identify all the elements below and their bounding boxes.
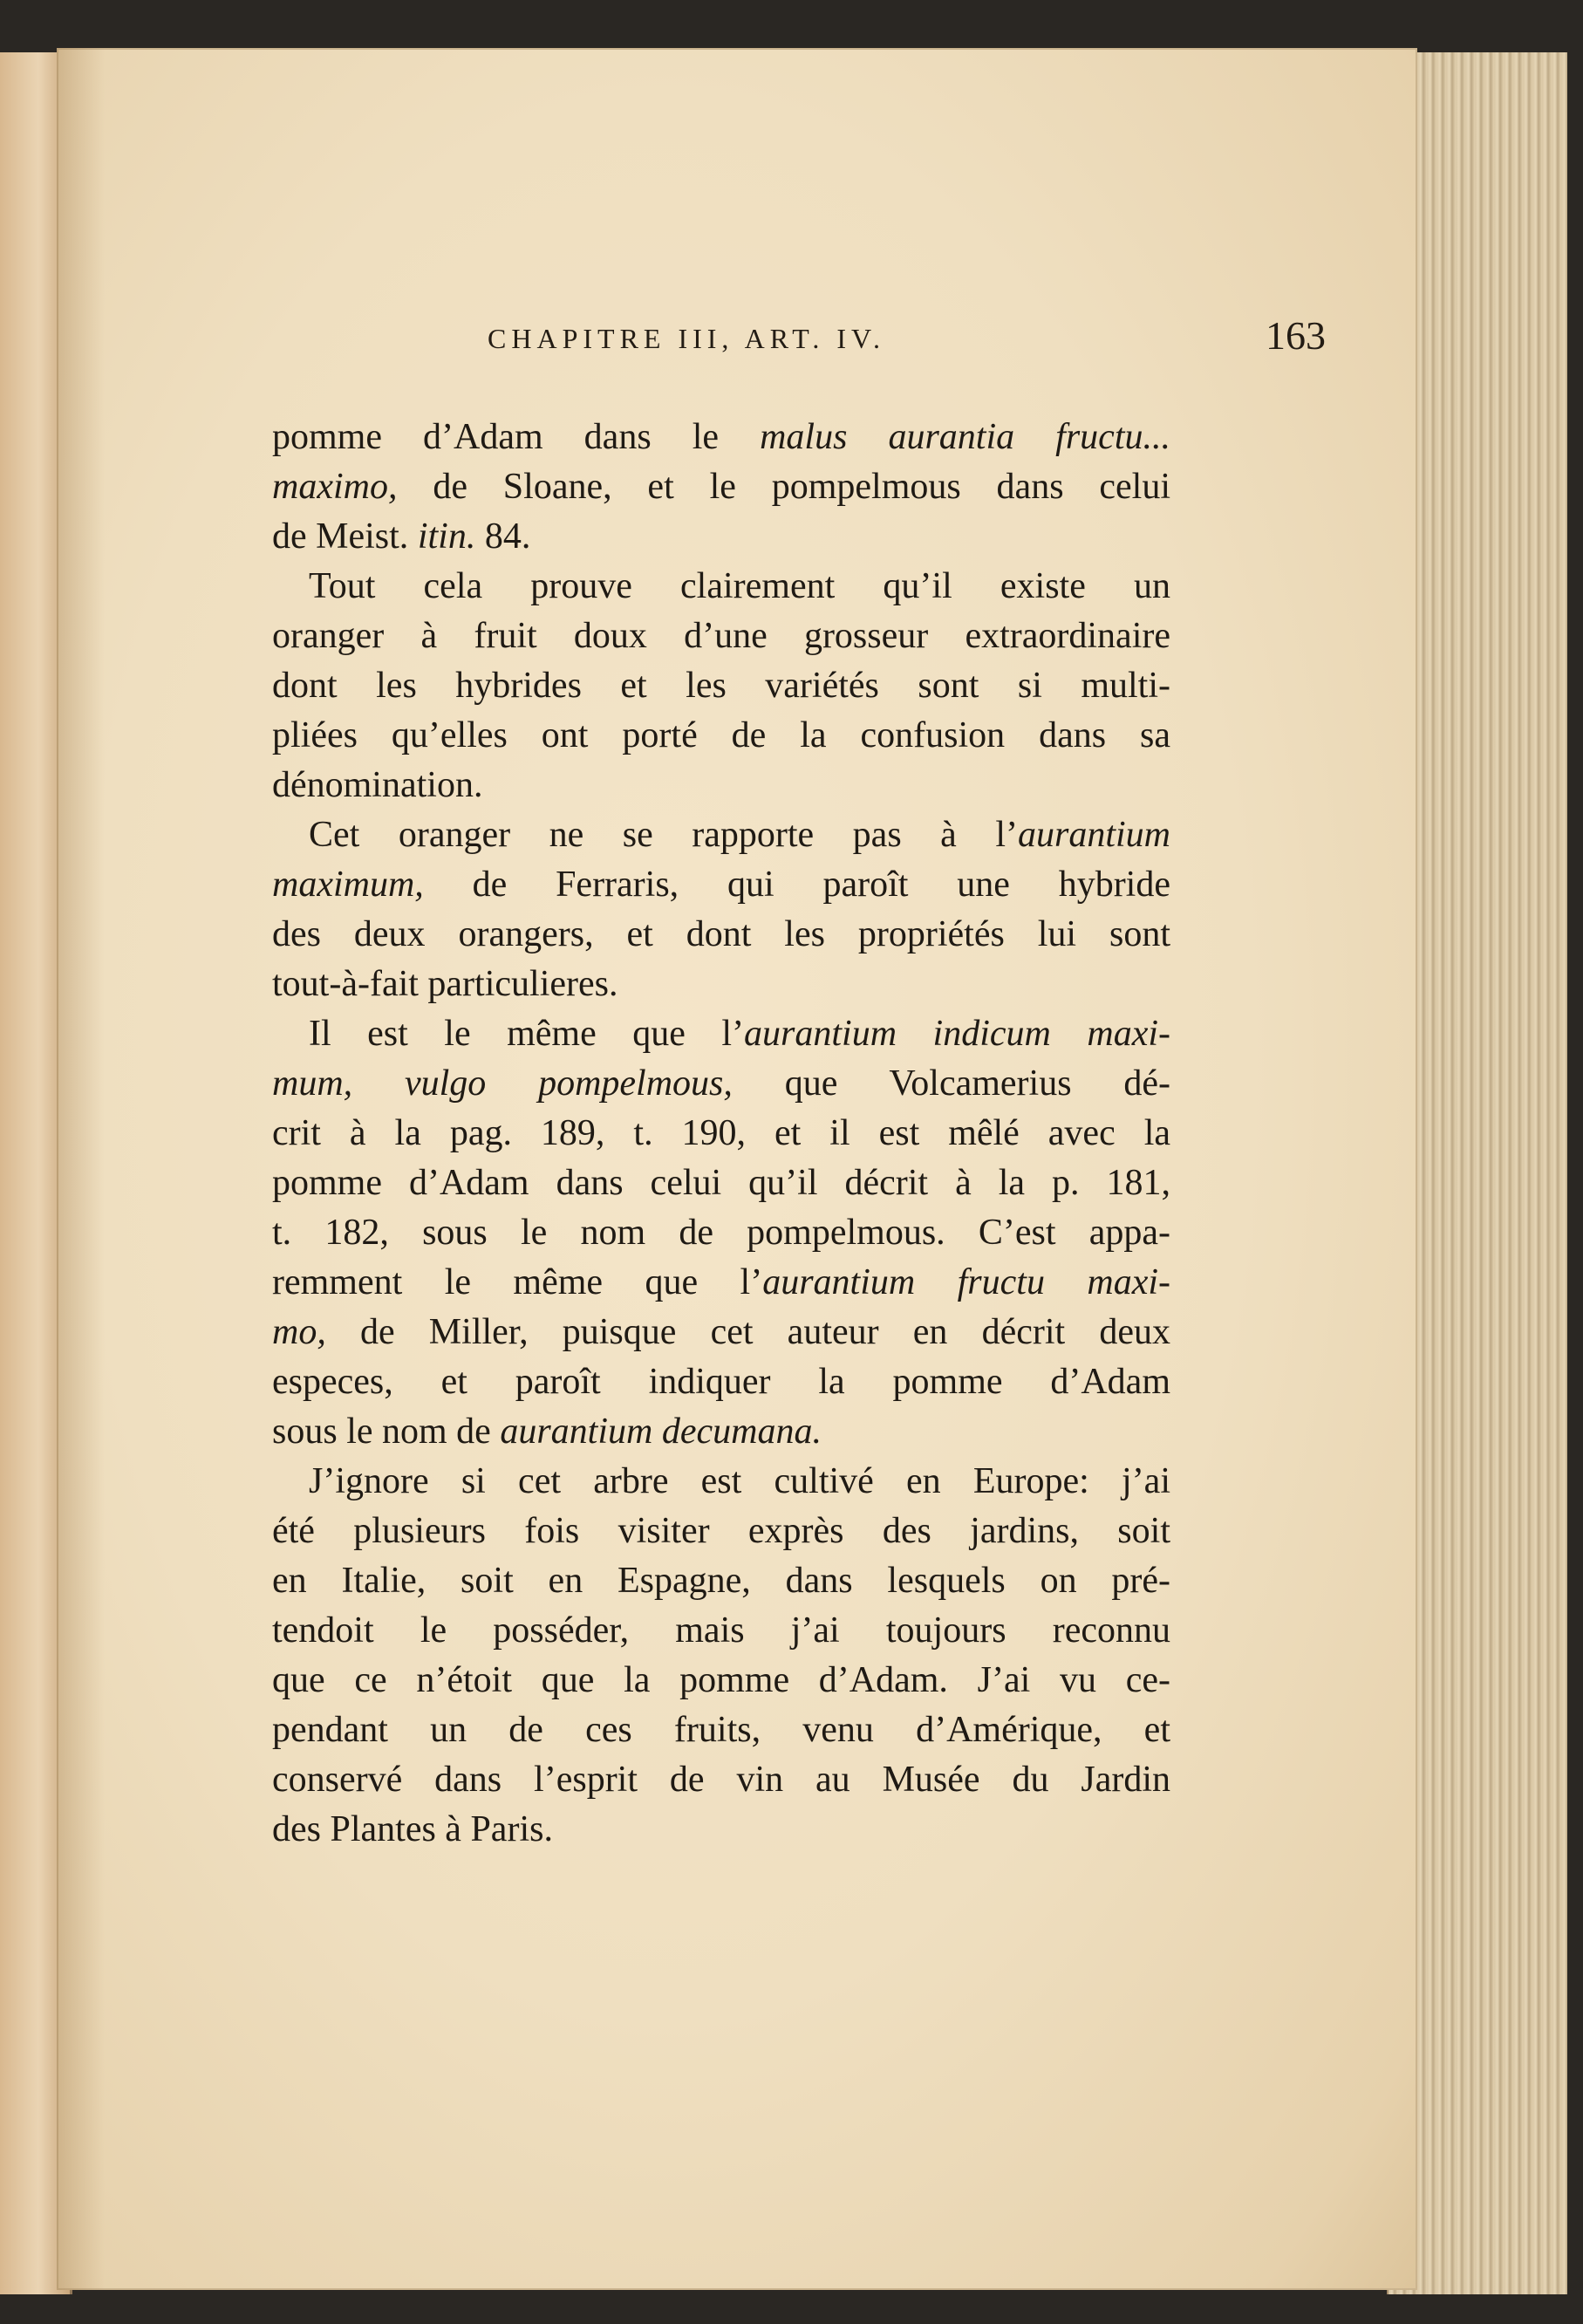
paragraph (272, 413, 1170, 562)
text-line (272, 1407, 1170, 1457)
text-line (272, 1308, 1170, 1357)
text-run: Cet oranger ne se rapporte pas à l’ (309, 815, 1018, 855)
text-run: especes, et paroît indiquer la pomme d’Adam (272, 1362, 1170, 1402)
text-run: de Meist. (272, 516, 418, 557)
text-line (272, 1208, 1170, 1258)
text-run: remment le même que l’ (272, 1262, 763, 1302)
italic-run: aurantium decumana. (500, 1411, 822, 1452)
italic-run: mo, (272, 1312, 326, 1352)
text-run: dénomination. (272, 765, 483, 805)
italic-run: aurantium indicum maxi- (744, 1014, 1170, 1054)
text-run: été plusieurs fois visiter exprès des jardins, soit (272, 1511, 1170, 1551)
text-line (272, 1009, 1170, 1059)
paragraph (272, 1457, 1170, 1855)
italic-run: maximo, (272, 467, 398, 507)
italic-run: aurantium (1017, 815, 1170, 855)
text-run: de Sloane, et le pompelmous dans celui (397, 467, 1170, 507)
book-page (57, 48, 1417, 2290)
text-run: conservé dans l’esprit de vin au Musée du Jardin (272, 1760, 1170, 1800)
text-line (272, 462, 1170, 512)
text-run: t. 182, sous le nom de pompelmous. C’est appa- (272, 1213, 1170, 1253)
text-run: sous le nom de (272, 1411, 501, 1452)
text-run: crit à la pag. 189, t. 190, et il est mêlé avec la (272, 1113, 1170, 1153)
text-run: de Miller, puisque cet auteur en décrit deux (325, 1312, 1170, 1352)
italic-run: aurantium fructu maxi- (762, 1262, 1170, 1302)
italic-run: itin. (417, 516, 476, 557)
text-run: en Italie, soit en Espagne, dans lesquels on pré- (272, 1561, 1170, 1601)
text-line (272, 711, 1170, 761)
page-number: 163 (1266, 313, 1326, 358)
text-run: dont les hybrides et les variétés sont si multi- (272, 666, 1170, 706)
italic-run: maximum, (272, 865, 424, 905)
italic-run: mum, vulgo pompelmous, (272, 1063, 733, 1104)
text-line (272, 1159, 1170, 1208)
text-run: pomme d’Adam dans le (272, 417, 761, 457)
text-line (272, 1656, 1170, 1705)
text-run: tout-à-fait particulieres. (272, 964, 618, 1004)
text-run: de Ferraris, qui paroît une hybride (423, 865, 1170, 905)
text-run: pliées qu’elles ont porté de la confusion dans sa (272, 715, 1170, 755)
text-line (272, 1357, 1170, 1407)
text-run: tendoit le posséder, mais j’ai toujours reconnu (272, 1610, 1170, 1651)
paragraph (272, 562, 1170, 810)
paragraph (272, 1009, 1170, 1457)
italic-run: malus aurantia fructu... (760, 417, 1170, 457)
body-text (272, 413, 1170, 1855)
text-line (272, 413, 1170, 462)
text-line (272, 1805, 1170, 1855)
text-line (272, 562, 1170, 612)
text-run: pomme d’Adam dans celui qu’il décrit à la p. 181, (272, 1163, 1170, 1203)
text-run: Il est le même que l’ (309, 1014, 745, 1054)
text-line (272, 1606, 1170, 1656)
text-line (272, 910, 1170, 960)
text-line (272, 860, 1170, 910)
running-head: CHAPITRE III, ART. IV. (488, 323, 885, 354)
text-line (272, 960, 1170, 1009)
text-run: des deux orangers, et dont les propriétés lui sont (272, 914, 1170, 954)
text-line (272, 1059, 1170, 1109)
page-header (432, 312, 1391, 365)
text-line (272, 612, 1170, 661)
text-line (272, 761, 1170, 810)
text-line (272, 1507, 1170, 1556)
text-run: Tout cela prouve clairement qu’il existe un (309, 566, 1170, 606)
text-line (272, 512, 1170, 562)
text-line (272, 1755, 1170, 1805)
text-line (272, 1258, 1170, 1308)
text-run: pendant un de ces fruits, venu d’Amérique, et (272, 1710, 1170, 1750)
text-run: J’ignore si cet arbre est cultivé en Europe: j’ai (309, 1461, 1170, 1501)
text-run: que Volcamerius dé- (732, 1063, 1170, 1104)
text-line (272, 1109, 1170, 1159)
text-line (272, 810, 1170, 860)
paragraph (272, 810, 1170, 1009)
text-run: des Plantes à Paris. (272, 1809, 553, 1849)
text-line (272, 661, 1170, 711)
text-line (272, 1705, 1170, 1755)
text-run: oranger à fruit doux d’une grosseur extraordinaire (272, 616, 1170, 656)
text-run: 84. (475, 516, 531, 557)
text-line (272, 1556, 1170, 1606)
text-line (272, 1457, 1170, 1507)
text-run: que ce n’étoit que la pomme d’Adam. J’ai vu ce- (272, 1660, 1170, 1700)
